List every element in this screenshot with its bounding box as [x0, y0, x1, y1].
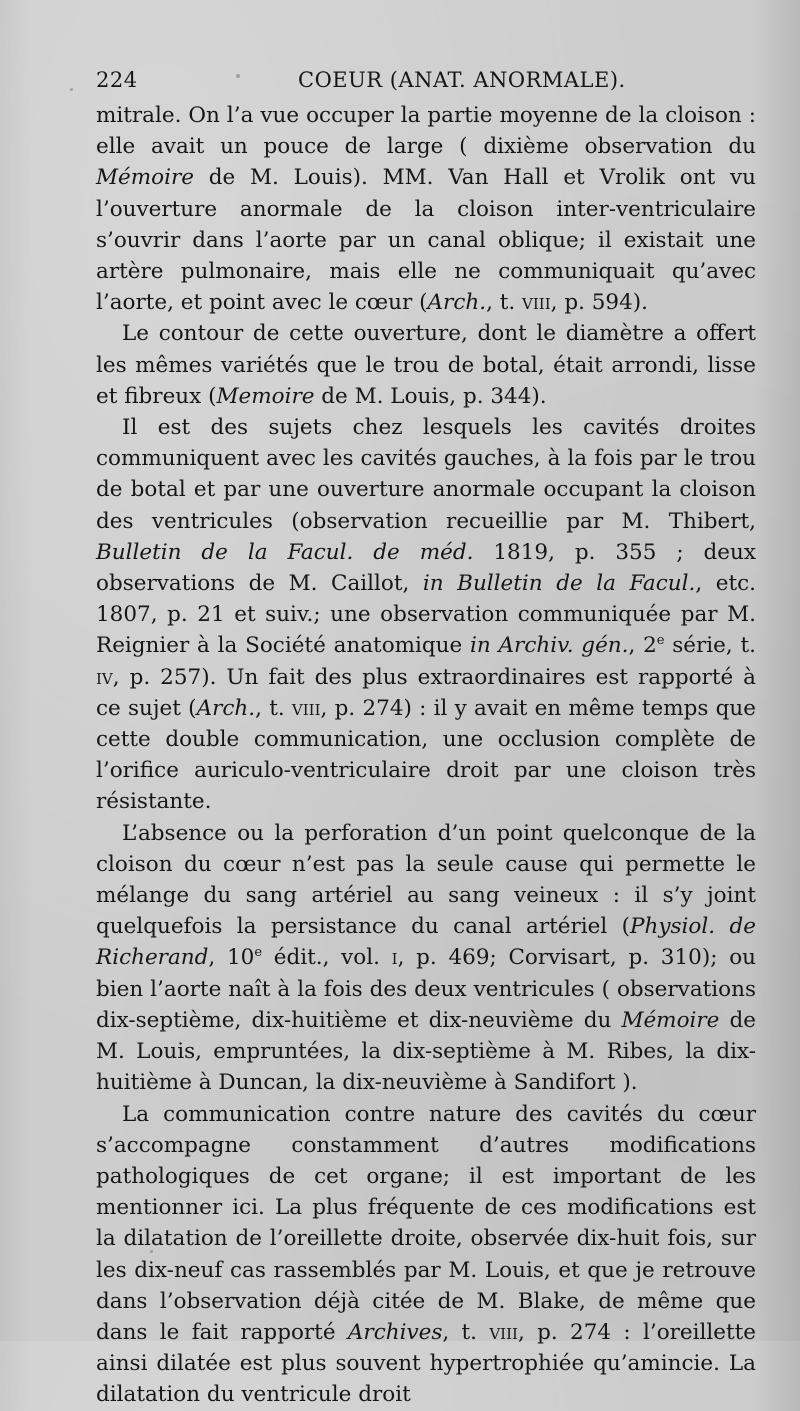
- italic-citation: Mémoire: [96, 165, 194, 191]
- italic-citation: Bulletin de la Facul. de méd.: [96, 539, 474, 565]
- text-run: 1819, p. 355 ; deux observations de M. Caillot,: [96, 539, 756, 597]
- roman-numeral: i: [391, 945, 398, 971]
- paragraph: [96, 1099, 756, 1411]
- paragraph: [96, 412, 756, 818]
- roman-numeral: iv: [96, 664, 113, 690]
- text-run: , 2: [628, 633, 657, 659]
- italic-citation: Archives: [347, 1319, 443, 1345]
- text-run: La communication contre nature des cavités du cœur s’accompagne constamment d’autres modifications pathologiques de cet organe; il est important de les mentionner ici. La plus fréquente de ces modifications est la dilatation de l’oreillette droite, observée dix-huit fois, sur les dix-neuf cas rassemblés par M. Louis, et que je retrouve dans l’observation déjà citée de M. Blake, de même que dans le fait rapporté: [96, 1101, 756, 1345]
- paragraph: [96, 318, 756, 412]
- running-head-title: COEUR (ANAT. ANORMALE).: [298, 68, 626, 92]
- italic-citation: Physiol. de Richerand: [96, 914, 756, 971]
- text-run: Le contour de cette ouverture, dont le diamètre a offert les mêmes variétés que le trou de botal, était arrondi, lisse et fibreux (: [96, 321, 756, 409]
- roman-numeral: viii: [489, 1319, 518, 1345]
- body-text: [96, 100, 756, 1411]
- text-run: L’absence ou la perforation d’un point quelconque de la cloison du cœur n’est pas la seule cause qui permette le mélange du sang artériel au sang veineux : il s’y joint quelquefois la persistance du canal artériel (: [96, 820, 756, 940]
- text-run: , p. 274 : l’oreillette ainsi dilatée est plus souvent hypertrophiée qu’amincie. La dilatation du ventricule droit: [96, 1319, 756, 1408]
- superscript: e: [656, 633, 665, 649]
- text-run: Il est des sujets chez lesquels les cavités droites communiquent avec les cavités gauches, à la fois par le trou de botal et par une ouverture anormale occupant la cloison des ventricules (observation recueillie par M. Thibert,: [96, 415, 756, 534]
- paper-speck: [150, 1250, 153, 1253]
- page-number: 224: [96, 68, 138, 92]
- text-run: de M. Louis, empruntées, la dix-septième à M. Ribes, la dix-huitième à Duncan, la dix-neuvième à Sandifort ).: [96, 1007, 756, 1096]
- text-run: de M. Louis, p. 344).: [314, 383, 547, 409]
- text-run: , t.: [442, 1319, 490, 1345]
- running-head: [96, 64, 756, 98]
- italic-citation: Mémoire: [621, 1007, 720, 1033]
- paragraph: [96, 100, 756, 318]
- text-run: , t.: [486, 290, 523, 316]
- text-run: , t.: [255, 695, 292, 721]
- text-run: , 10: [208, 945, 255, 971]
- text-run: édit., vol.: [262, 945, 392, 971]
- italic-citation: Memoire: [216, 383, 315, 409]
- text-run: série, t.: [664, 633, 756, 659]
- italic-citation: Arch.: [427, 290, 487, 316]
- text-run: , p. 594).: [550, 290, 649, 316]
- text-run: , p. 469; Corvisart, p. 310); ou bien l’aorte naît à la fois des deux ventricules ( observations dix-septième, dix-huitième et dix-neuvième du: [96, 945, 756, 1033]
- superscript: e: [254, 945, 263, 961]
- text-run: de M. Louis). MM. Van Hall et Vrolik ont vu l’ouverture anormale de la cloison inter-ventriculaire s’ouvrir dans l’aorte par un canal oblique; il existait une artère pulmonaire, mais elle ne communiquait qu’avec l’aorte, et point avec le cœur (: [96, 165, 756, 316]
- text-run: , p. 257). Un fait des plus extraordinaires est rapporté à ce sujet (: [96, 664, 756, 721]
- italic-citation: in Bulletin de la Facul.: [422, 571, 696, 597]
- text-run: , etc. 1807, p. 21 et suiv.; une observation communiquée par M. Reignier à la Société anatomique: [96, 571, 756, 659]
- italic-citation: in Archiv. gén.: [470, 633, 629, 659]
- roman-numeral: viii: [291, 695, 321, 721]
- text-run: mitrale. On l’a vue occuper la partie moyenne de la cloison : elle avait un pouce de large ( dixième observation du: [96, 103, 756, 160]
- roman-numeral: viii: [522, 290, 551, 316]
- paragraph: [96, 818, 756, 1099]
- paper-speck: [70, 88, 73, 91]
- text-run: , p. 274) : il y avait en même temps que cette double communication, une occlusion complète de l’orifice auriculo-ventriculaire droit par une cloison très résistante.: [96, 695, 757, 815]
- paper-speck: [236, 74, 240, 78]
- italic-citation: Arch.: [196, 695, 256, 721]
